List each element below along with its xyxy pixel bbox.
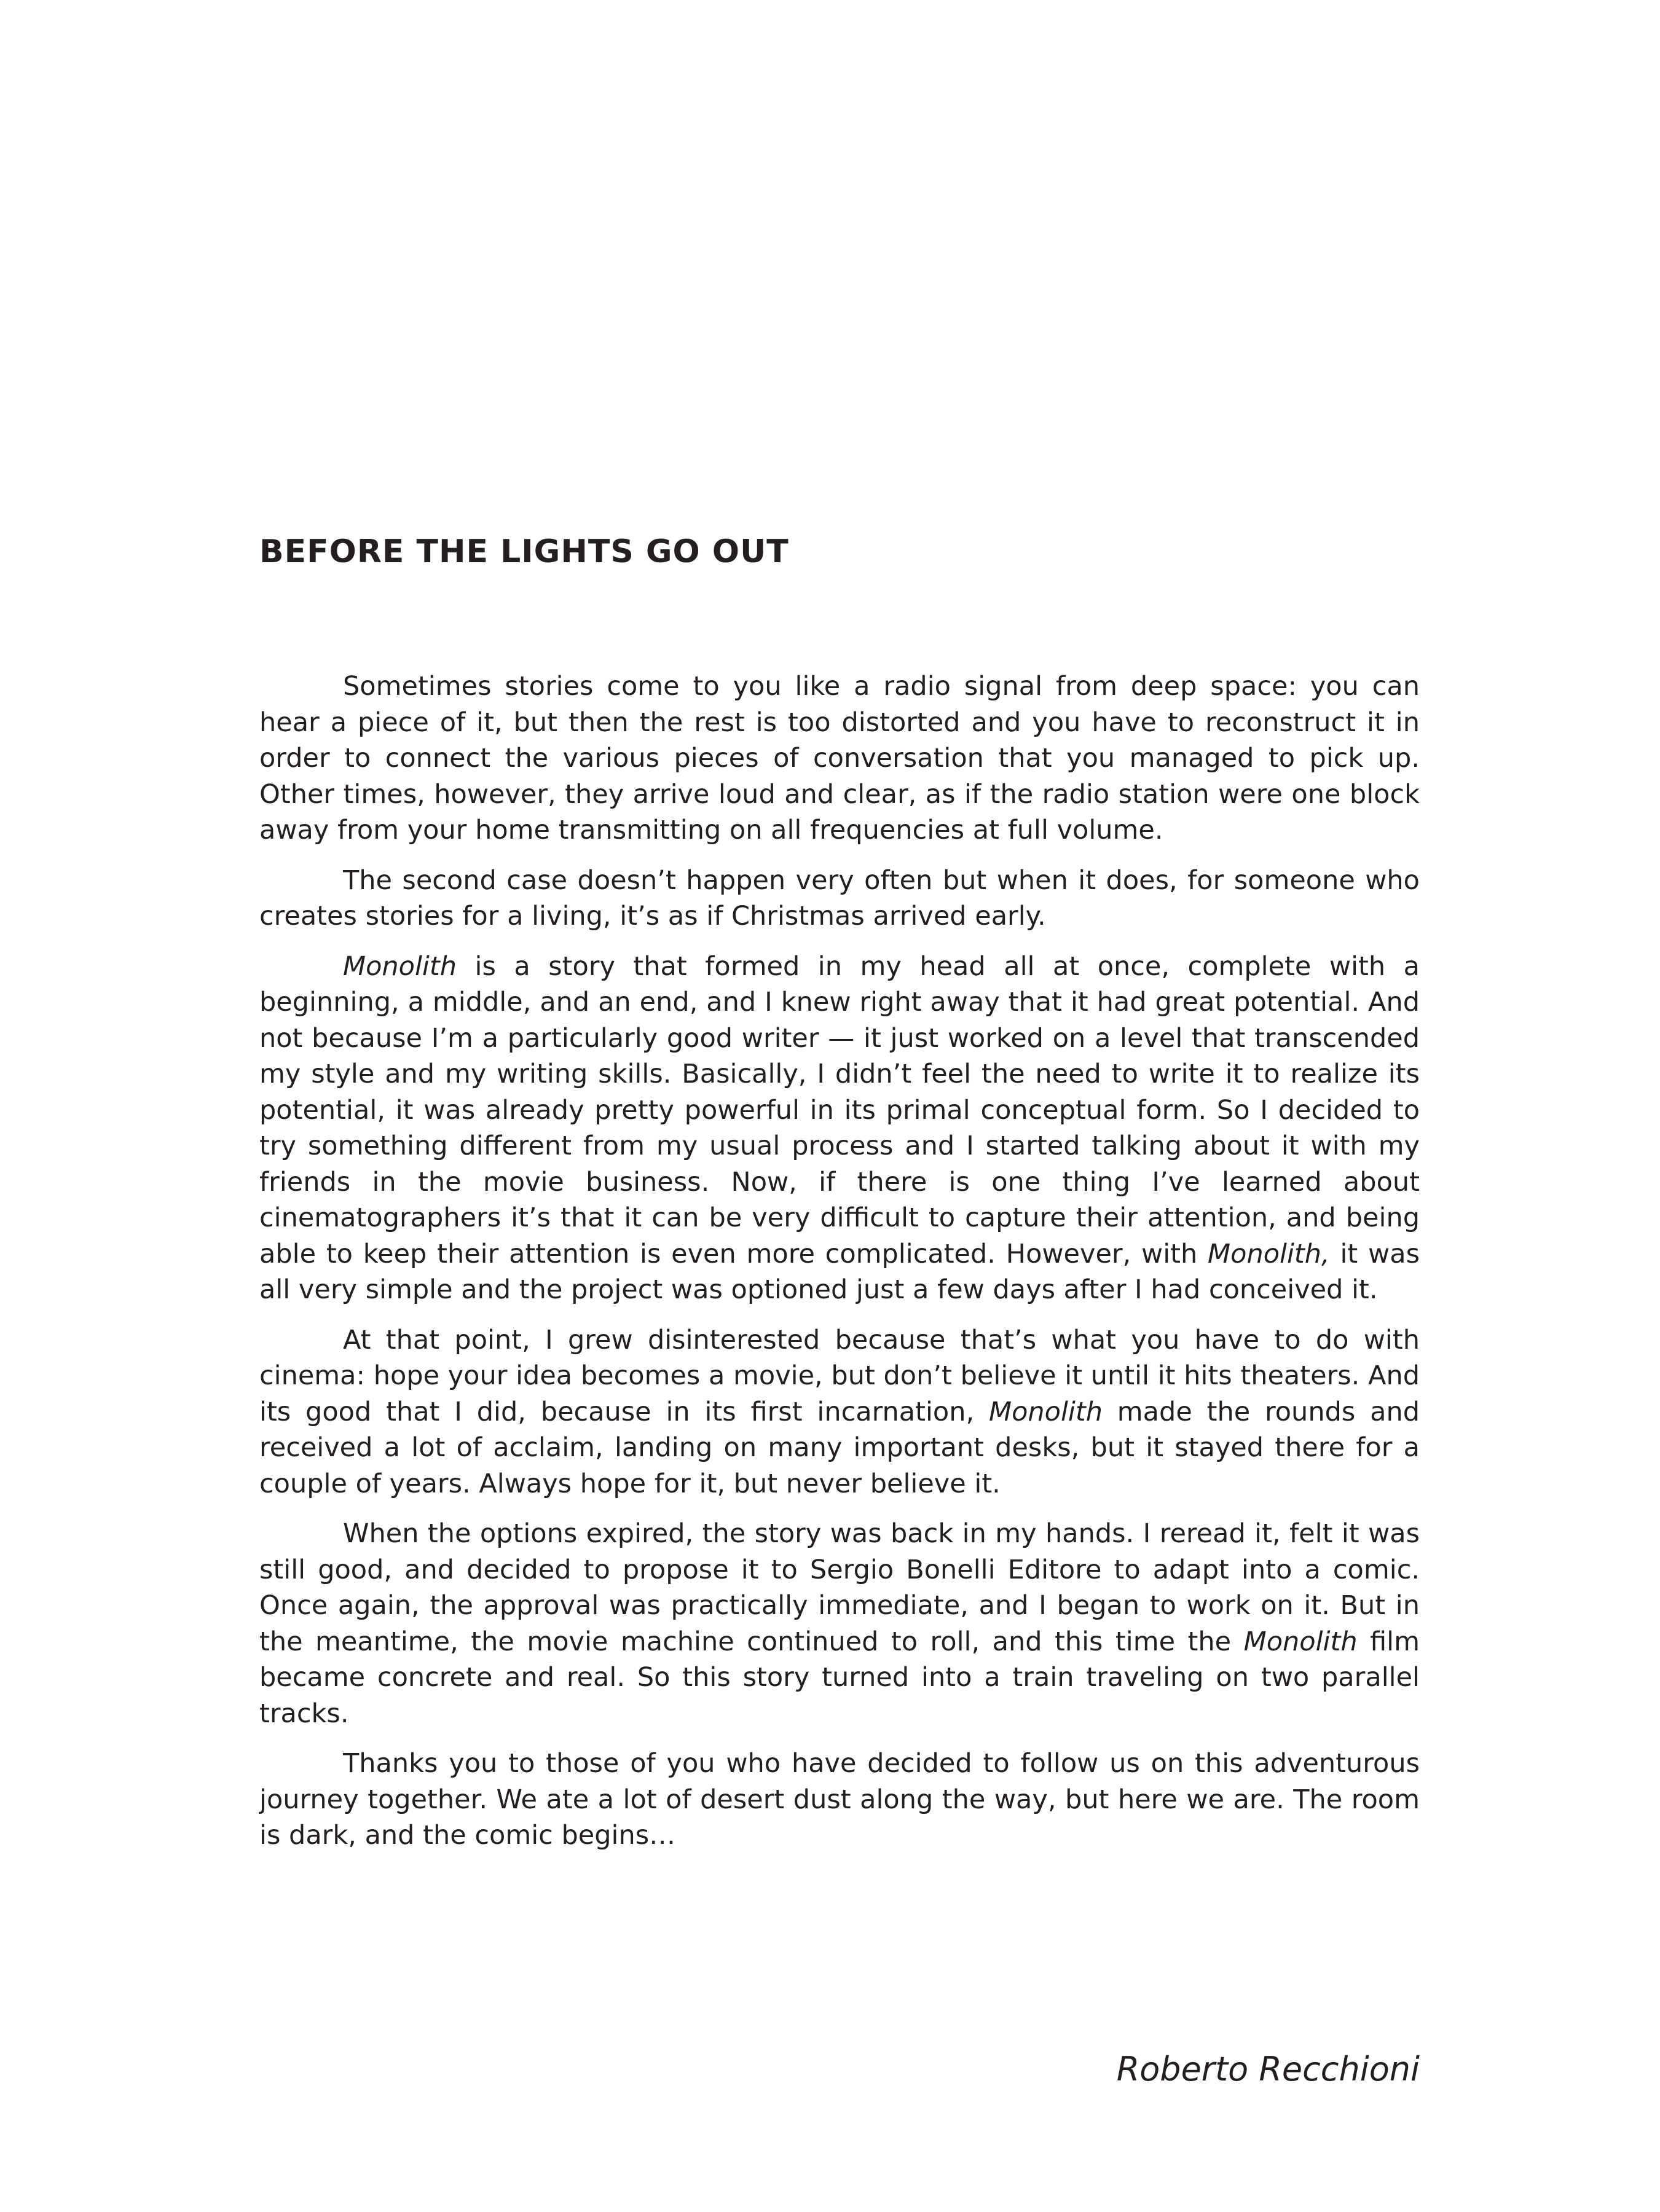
paragraph-text: The second case doesn’t happen very often but when it does, for someone who creates stories for a living, it’s as if Christmas arrived early.	[259, 865, 1420, 931]
paragraph-text: When the options expired, the story was back in my hands. I reread it, felt it was still good, and decided to propose it to Sergio Bonelli Editore to adapt into a comic. Once again, the approval was practically immediate, and I began to work on it. But in the meantime, the movie machine continued to roll, and this time the	[259, 1518, 1420, 1657]
paragraph	[259, 863, 1420, 935]
paragraph-text: is a story that formed in my head all at once, complete with a beginning, a middle, and an end, and I knew right away that it had great potential. And not because I’m a particularly good writer — it just worked on a level that transcended my style and my writing skills. Basically, I didn’t feel the need to write it to realize its potential, it was already pretty powerful in its primal conceptual form. So I decided to try something different from my usual process and I started talking about it with my friends in the movie business. Now, if there is one thing I’ve learned about cinematographers it’s that it can be very difficult to capture their attention, and being able to keep their attention is even more complicated. However, with	[259, 951, 1420, 1269]
paragraph	[259, 949, 1420, 1308]
paragraph	[259, 1516, 1420, 1732]
paragraph-text: Thanks you to those of you who have decided to follow us on this adventurous journey together. We ate a lot of desert dust along the way, but here we are. The room is dark, and the comic begins…	[259, 1748, 1420, 1851]
author-signature: Roberto Recchioni	[1116, 2050, 1420, 2088]
paragraph-text: Sometimes stories come to you like a radio signal from deep space: you can hear a piece of it, but then the rest is too distorted and you have to reconstruct it in order to connect the various pieces of conversation that you managed to pick up. Other times, however, they arrive loud and clear, as if the radio station were one block away from your home transmitting on all frequencies at full volume.	[259, 671, 1420, 845]
paragraph-text: At that point, I grew disinterested because that’s what you have to do with cinema: hope your idea becomes a movie, but don’t believe it until it hits theaters. And its good that I did, because in its first incarnation,	[259, 1324, 1420, 1427]
paragraph	[259, 1746, 1420, 1854]
paragraph-text: made the rounds and received a lot of acclaim, landing on many important desks, but it stayed there for a couple of years. Always hope for it, but never believe it.	[259, 1396, 1420, 1499]
body-text	[259, 669, 1420, 1868]
paragraph	[259, 669, 1420, 849]
book-title-emphasis: Monolith	[1243, 1626, 1358, 1657]
book-title-emphasis: Monolith,	[1208, 1238, 1330, 1269]
paragraph-text: film became concrete and real. So this story turned into a train traveling on two parallel tracks.	[259, 1626, 1420, 1729]
page-title: BEFORE THE LIGHTS GO OUT	[259, 533, 789, 570]
paragraph	[259, 1322, 1420, 1502]
book-title-emphasis: Monolith	[343, 951, 457, 982]
book-title-emphasis: Monolith	[988, 1396, 1103, 1427]
paragraph-text: it was all very simple and the project was optioned just a few days after I had conceived it.	[259, 1238, 1420, 1305]
